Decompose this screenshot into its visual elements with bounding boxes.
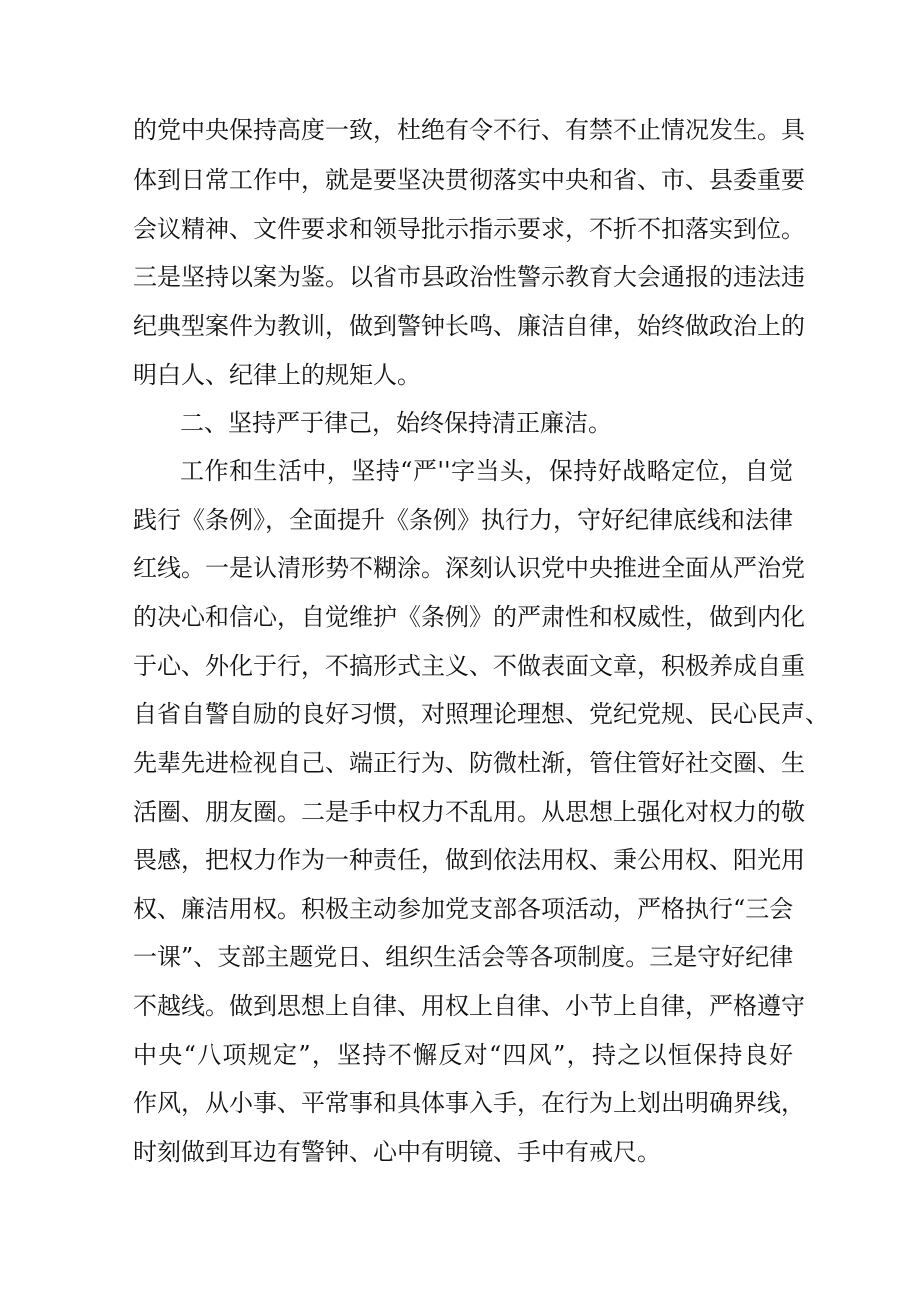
paragraph-line: 工作和生活中，坚持“严''字当头，保持好战略定位，自觉 [180, 457, 793, 485]
paragraph-line: 一课”、支部主题党日、组织生活会等各项制度。三是守好纪律 [133, 943, 794, 971]
paragraph-line: 畏感，把权力作为一种责任，做到依法用权、秉公用权、阳光用 [133, 846, 805, 874]
paragraph-line: 先辈先进检视自己、端正行为、防微杜渐，管住管好社交圈、生 [133, 749, 805, 777]
paragraph-line: 不越线。做到思想上自律、用权上自律、小节上自律，严格遵守 [133, 992, 805, 1020]
paragraph-line: 三是坚持以案为鉴。以省市县政治性警示教育大会通报的违法违 [133, 263, 805, 291]
paragraph-line: 权、廉洁用权。积极主动参加党支部各项活动，严格执行“三会 [133, 895, 794, 923]
paragraph-line: 践行《条例》，全面提升《条例》执行力，守好纪律底线和法律 [133, 506, 793, 534]
section-heading: 二、坚持严于律己，始终保持清正廉洁。 [180, 409, 612, 437]
paragraph-line: 会议精神、文件要求和领导批示指示要求，不折不扣落实到位。 [133, 215, 805, 243]
paragraph-line: 的决心和信心，自觉维护《条例》的严肃性和权威性，做到内化 [133, 603, 805, 631]
paragraph-line: 红线。一是认清形势不糊涂。深刻认识党中央推进全面从严治党 [133, 554, 805, 582]
paragraph-line: 的党中央保持高度一致，杜绝有令不行、有禁不止情况发生。具 [133, 116, 805, 144]
paragraph-line: 中央“八项规定”，坚持不懈反对“四风”，持之以恒保持良好 [133, 1041, 793, 1069]
paragraph-line: 自省自警自励的良好习惯，对照理论理想、党纪党规、民心民声、 [133, 700, 829, 728]
paragraph-line: 明白人、纪律上的规矩人。 [133, 361, 421, 389]
paragraph-line: 作风，从小事、平常事和具体事入手，在行为上划出明确界线， [133, 1089, 805, 1117]
paragraph-line: 时刻做到耳边有警钟、心中有明镜、手中有戒尺。 [133, 1138, 661, 1166]
paragraph-line: 体到日常工作中，就是要坚决贯彻落实中央和省、市、县委重要 [133, 166, 805, 194]
paragraph-line: 于心、外化于行，不搞形式主义、不做表面文章，积极养成自重 [133, 652, 805, 680]
paragraph-line: 纪典型案件为教训，做到警钟长鸣、廉洁自律，始终做政治上的 [133, 312, 805, 340]
paragraph-line: 活圈、朋友圈。二是手中权力不乱用。从思想上强化对权力的敬 [133, 798, 805, 826]
